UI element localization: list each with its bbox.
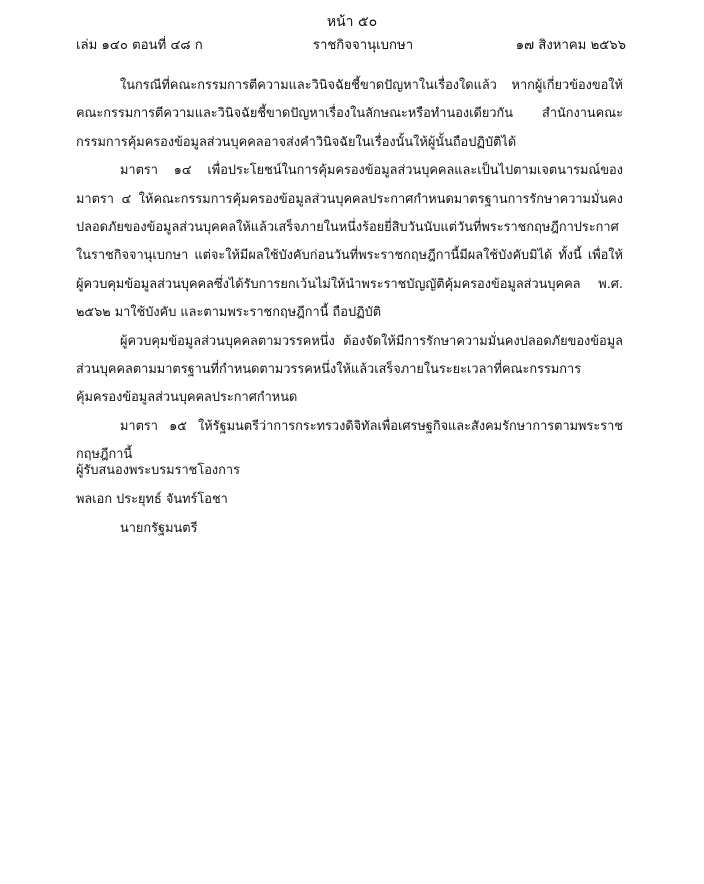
countersign-line: ผู้รับสนองพระบรมราชโองการ	[76, 463, 240, 478]
publication-name: ราชกิจจานุเบกษา	[312, 38, 414, 53]
signature-block	[76, 456, 576, 543]
page-number: หน้า ๕๐	[326, 14, 378, 30]
signatory-name: พลเอก ประยุทธ์ จันทร์โอชา	[76, 492, 228, 507]
gazette-header	[76, 36, 626, 56]
publication-date: ๑๗ สิงหาคม ๒๕๖๖	[515, 38, 626, 53]
volume-issue: เล่ม ๑๔๐ ตอนที่ ๔๘ ก	[76, 38, 203, 53]
signatory-position: นายกรัฐมนตรี	[120, 521, 198, 536]
paragraph-section-14: มาตรา ๑๔ เพื่อประโยชน์ในการคุ้มครองข้อมูลส่วนบุคคลและเป็นไปตามเจตนารมณ์ของมาตรา ๔ ให้คณะกรรมการคุ้มครองข้อมูลส่วนบุคคลประกาศกำหนดมาตรฐานการรักษาความมั่นคงปลอดภัยของข้อมูลส่วนบุคคลให้แล้วเสร็จภายในหนึ่งร้อยยี่สิบวันนับแต่วันที่พระราชกฤษฎีกาประกาศในราชกิจจานุเบกษา แต่จะให้มีผลใช้บังคับก่อนวันที่พระราชกฤษฎีกานี้มีผลใช้บังคับมิได้ ทั้งนี้ เพื่อให้ผู้ควบคุมข้อมูลส่วนบุคคลซึ่งได้รับการยกเว้นไม่ให้นำพระราชบัญญัติคุ้มครองข้อมูลส่วนบุคคล พ.ศ. ๒๕๖๒ มาใช้บังคับ และตามพระราชกฤษฎีกานี้ ถือปฏิบัติ	[76, 163, 623, 321]
paragraph-data-controller: ผู้ควบคุมข้อมูลส่วนบุคคลตามวรรคหนึ่ง ต้องจัดให้มีการรักษาความมั่นคงปลอดภัยของข้อมูลส่วนบุคคลตามมาตรฐานที่กำหนดตามวรรคหนึ่งให้แล้วเสร็จภายในระยะเวลาที่คณะกรรมการคุ้มครองข้อมูลส่วนบุคคลประกาศกำหนด	[76, 333, 623, 406]
paragraph-section-15: มาตรา ๑๕ ให้รัฐมนตรีว่าการกระทรวงดิจิทัลเพื่อเศรษฐกิจและสังคมรักษาการตามพระราชกฤษฎีกานี้	[76, 418, 623, 463]
document-body	[76, 72, 623, 470]
paragraph-ruling-application: ในกรณีที่คณะกรรมการตีความและวินิจฉัยชี้ขาดปัญหาในเรื่องใดแล้ว หากผู้เกี่ยวข้องขอให้คณะกรรมการตีความและวินิจฉัยชี้ขาดปัญหาเรื่องในลักษณะหรือทำนองเดียวกัน สำนักงานคณะกรรมการคุ้มครองข้อมูลส่วนบุคคลอาจส่งคำวินิจฉัยในเรื่องนั้นให้ผู้นั้นถือปฏิบัติได้	[76, 78, 623, 150]
